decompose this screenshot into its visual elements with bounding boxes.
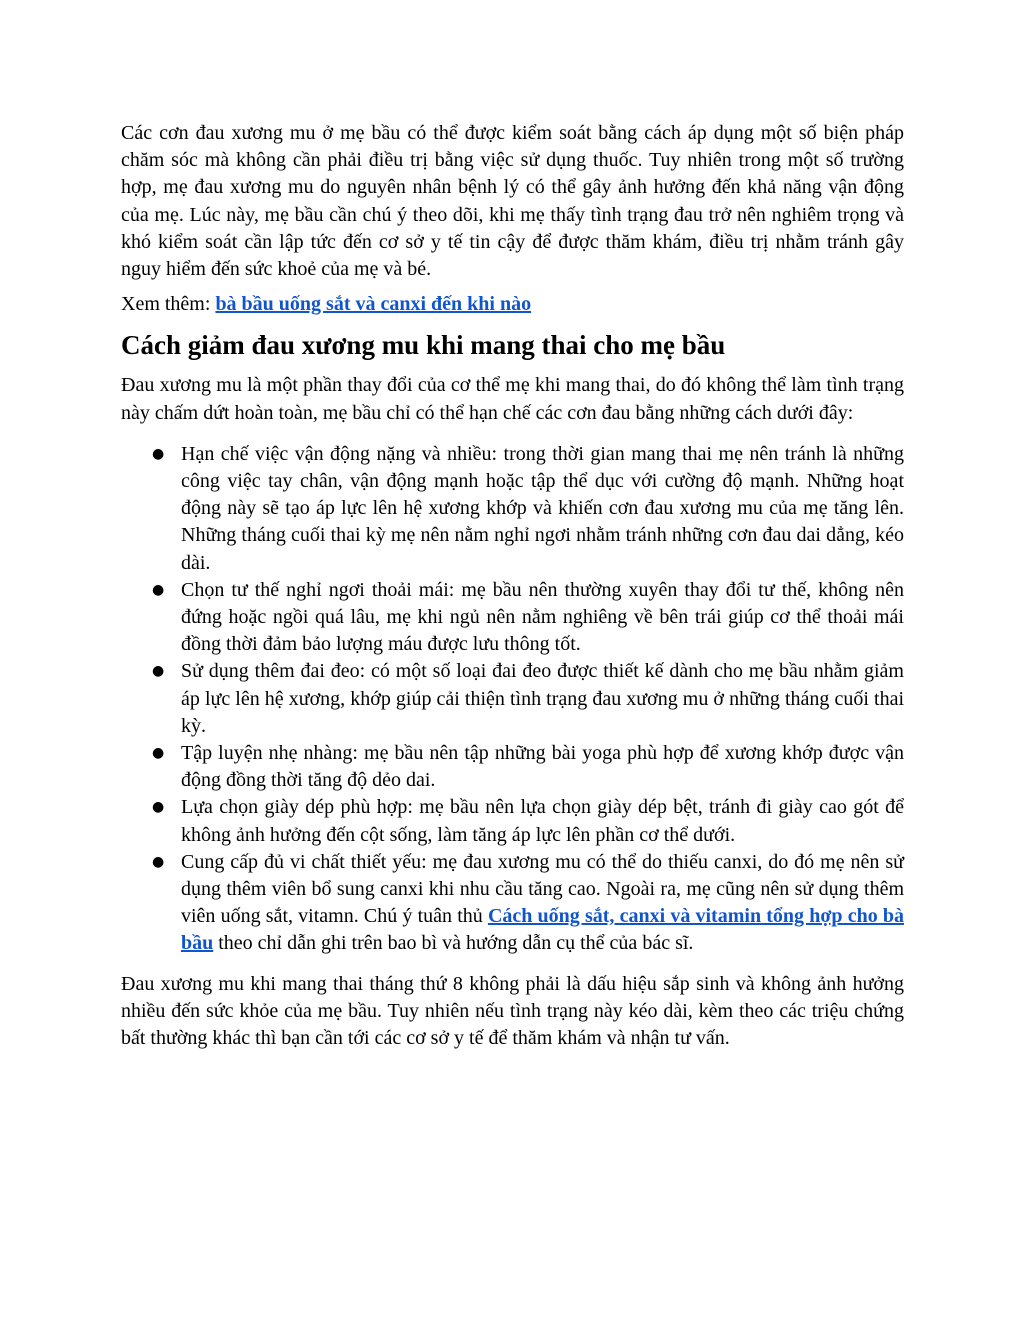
- see-more-link[interactable]: bà bầu uống sắt và canxi đến khi nào: [215, 293, 532, 316]
- list-item-text: Lựa chọn giày dép phù hợp: mẹ bầu nên lựa chọn giày dép bệt, tránh đi giày cao gót để không ảnh hưởng đến cột sống, làm tăng áp lực lên phần cơ thể dưới.: [181, 796, 904, 846]
- section-heading: Cách giảm đau xương mu khi mang thai cho mẹ bầu: [121, 330, 726, 361]
- intro-paragraph: Các cơn đau xương mu ở mẹ bầu có thể được kiểm soát bằng cách áp dụng một số biện pháp chăm sóc mà không cần phải điều trị bằng việc sử dụng thuốc. Tuy nhiên trong một số trường hợp, mẹ đau xương mu do nguyên nhân bệnh lý có thể gây ảnh hưởng đến khả năng vận động của mẹ. Lúc này, mẹ bầu cần chú ý theo dõi, khi mẹ thấy tình trạng đau trở nên nghiêm trọng và khó kiểm soát cần lập tức đến cơ sở y tế tin cậy để được thăm khám, điều trị nhằm tránh gây nguy hiểm đến sức khoẻ của mẹ và bé.: [121, 122, 904, 281]
- list-item: [152, 849, 904, 958]
- list-item-text: Hạn chế việc vận động nặng và nhiều: trong thời gian mang thai mẹ nên tránh là những công việc tay chân, vận động mạnh hoặc tập thể dục với cường độ mạnh. Những hoạt động này sẽ tạo áp lực lên hệ xương khớp và khiến cơn đau xương mu của mẹ tăng lên. Những tháng cuối thai kỳ mẹ nên nằm nghỉ ngơi nhằm tránh những cơn đau dai dẳng, kéo dài.: [181, 442, 904, 574]
- list-item-text-after: theo chỉ dẫn ghi trên bao bì và hướng dẫn cụ thể của bác sĩ.: [213, 932, 694, 955]
- bullet-icon: ●: [152, 853, 165, 870]
- bullet-icon: ●: [152, 745, 165, 762]
- see-more-line: [121, 291, 904, 318]
- see-more-prefix: Xem thêm:: [121, 293, 216, 316]
- list-item-text-before: Cung cấp đủ vi chất thiết yếu: mẹ đau xương mu có thể do thiếu canxi, do đó mẹ nên sử dụng thêm viên bổ sung canxi khi nhu cầu tăng cao. Ngoài ra, mẹ cũng nên sử dụng thêm viên uống sắt, vitamn. Chú ý tuân thủ: [181, 850, 904, 928]
- list-item: [152, 658, 904, 740]
- bullet-icon: ●: [152, 799, 165, 816]
- list-item: [152, 794, 904, 848]
- lead-paragraph: Đau xương mu là một phần thay đổi của cơ thể mẹ khi mang thai, do đó không thể làm tình trạng này chấm dứt hoàn toàn, mẹ bầu chỉ có thể hạn chế các cơn đau bằng những cách dưới đây:: [121, 374, 904, 424]
- closing-paragraph: Đau xương mu khi mang thai tháng thứ 8 không phải là dấu hiệu sắp sinh và không ảnh hưởng nhiều đến sức khỏe của mẹ bầu. Tuy nhiên nếu tình trạng này kéo dài, kèm theo các triệu chứng bất thường khác thì bạn cần tới các cơ sở y tế để thăm khám và nhận tư vấn.: [121, 972, 904, 1050]
- tips-list: [121, 441, 904, 958]
- supplement-guide-link[interactable]: Cách uống sắt, canxi và vitamin tổng hợp cho bà bầu: [181, 905, 904, 955]
- bullet-icon: ●: [152, 663, 165, 680]
- list-item-text: Chọn tư thế nghỉ ngơi thoải mái: mẹ bầu nên thường xuyên thay đổi tư thế, không nên đứng hoặc ngồi quá lâu, mẹ khi ngủ nên nằm nghiêng về bên trái giúp cơ thể thoải mái đồng thời đảm bảo lượng máu được lưu thông tốt.: [181, 578, 904, 656]
- list-item-text: Sử dụng thêm đai đeo: có một số loại đai đeo được thiết kế dành cho mẹ bầu nhằm giảm áp lực lên hệ xương, khớp giúp cải thiện tình trạng đau xương mu ở những tháng cuối thai kỳ.: [181, 660, 904, 737]
- bullet-icon: ●: [152, 445, 165, 462]
- list-item-text: Tập luyện nhẹ nhàng: mẹ bầu nên tập những bài yoga phù hợp để xương khớp được vận động đồng thời tăng độ dẻo dai.: [181, 742, 904, 792]
- bullet-icon: ●: [152, 581, 165, 598]
- list-item: [152, 740, 904, 794]
- list-item: [152, 577, 904, 659]
- list-item: [152, 441, 904, 577]
- document-page: [121, 120, 904, 1052]
